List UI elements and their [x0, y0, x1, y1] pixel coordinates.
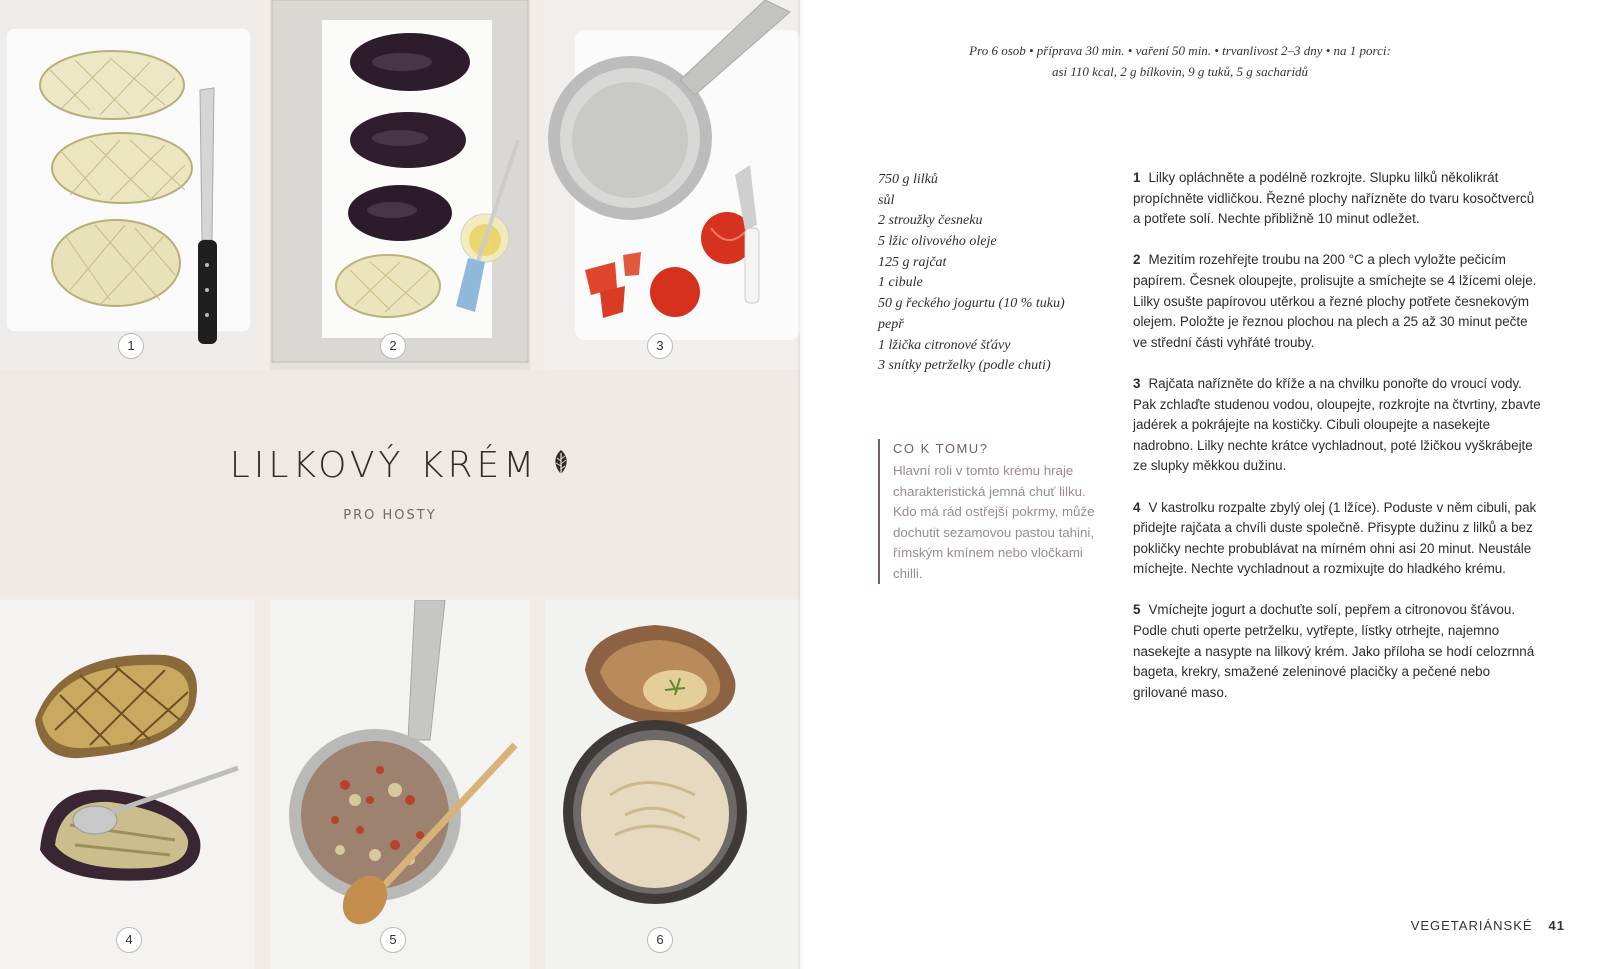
method-step-number: 3 [1133, 375, 1141, 391]
recipe-title [0, 445, 800, 486]
baked-eggplant-illustration [0, 600, 255, 969]
page-folio [1411, 918, 1565, 933]
step-number-badge: 4 [116, 927, 142, 953]
step-number-badge: 5 [380, 927, 406, 953]
method-step-number: 1 [1133, 170, 1141, 185]
cooking-pot-illustration [270, 600, 530, 969]
saucepan-tomatoes-illustration [545, 0, 800, 370]
page-spine-shadow [798, 0, 804, 969]
finished-dip-illustration [545, 600, 800, 969]
tip-box [878, 439, 1103, 584]
method-step-text: V kastrolku rozpalte zbylý olej (1 lžíce). Poduste v něm cibuli, pak přidejte rajčata a chvíli duste společně. Přisypte dužinu z lilků a bez pokličky nechte probublávat na mírném ohni asi 20 minut. Neustále míchejte. Nechte vychladnout a rozmixujte do hladkého krému. [1133, 499, 1537, 577]
tip-text: Hlavní roli v tomto krému hraje charakteristická jemná chuť lilku. Kdo má rád ostřejší pokrmy, může dochutit sezamovou pastou tahini, římským kmínem nebo vločkami chilli. [893, 463, 1095, 581]
method-step-text: Mezitím rozehřejte troubu na 200 °C a plech vyložte pečicím papírem. Česnek oloupejte, prolisujte a smíchejte se 4 lžícemi oleje. Lilky osušte papírovou utěrkou a řezné plochy potřete česnekovým olejem. Položte je řeznou plochou na plech a 25 až 30 minut pečte ve střední části vyhřáté trouby. [1133, 252, 1537, 350]
method-step-number: 4 [1133, 499, 1141, 515]
page-number: 41 [1548, 918, 1565, 933]
tip-heading: CO K TOMU? [893, 441, 989, 456]
method-step-number: 2 [1133, 252, 1141, 268]
step-photo-6 [545, 600, 800, 969]
ingredient-item: pepř [878, 316, 904, 332]
step-photo-3 [545, 0, 800, 370]
ingredient-item: 50 g řeckého jogurtu (10 % tuku) [878, 296, 1065, 312]
method-step [1133, 600, 1543, 703]
step-photo-4 [0, 600, 255, 969]
ingredient-item: 2 stroužky česneku [878, 213, 983, 229]
ingredients-list [878, 170, 1065, 377]
method-step-text: Vmíchejte jogurt a dochuťte solí, pepřem a citronovou šťávou. Podle chuti operte petrželku, vytřepte, lístky otrhejte, najemno nasekejte a nasypte na lilkový krém. Jako příloha se hodí celozrnná bageta, krekry, smažené zeleninové placičky a pečené nebo grilované maso. [1133, 602, 1535, 700]
method-steps [1133, 168, 1543, 724]
step-number-badge: 1 [118, 333, 144, 359]
step-number-badge: 6 [647, 927, 673, 953]
method-step-text: Lilky opláchněte a podélně rozkrojte. Slupku lilků několikrát propíchněte vidličkou. Řezné plochy nařízněte do tvaru kosočtverců a potřete solí. Nechte přibližně 10 minut odležet. [1133, 170, 1535, 227]
ingredient-item: 3 snítky petrželky (podle chuti) [878, 358, 1051, 374]
ingredient-item: 1 lžička citronové šťávy [878, 337, 1011, 353]
recipe-summary [860, 40, 1500, 82]
method-step [1133, 250, 1543, 353]
method-step [1133, 498, 1543, 580]
method-step-number: 5 [1133, 602, 1141, 618]
summary-line-1: Pro 6 osob • příprava 30 min. • vaření 50 min. • trvanlivost 2–3 dny • na 1 porci: [969, 43, 1391, 58]
method-step [1133, 374, 1543, 477]
step-number-badge: 2 [380, 333, 406, 359]
step-photo-1 [0, 0, 255, 370]
ingredient-item: 750 g lilků [878, 172, 938, 187]
step-number-badge: 3 [647, 333, 673, 359]
section-name: VEGETARIÁNSKÉ [1410, 918, 1533, 933]
step-photo-2 [270, 0, 530, 370]
summary-line-2: asi 110 kcal, 2 g bílkovin, 9 g tuků, 5 g sacharidů [1051, 64, 1309, 79]
recipe-subtitle: PRO HOSTY [343, 508, 437, 523]
ingredient-item: 5 lžic olivového oleje [878, 234, 997, 250]
baking-tray-illustration [270, 0, 530, 370]
step-photo-5 [270, 600, 530, 969]
ingredient-item: 125 g rajčat [878, 254, 947, 270]
method-step [1133, 168, 1543, 230]
ingredient-item: sůl [878, 192, 895, 208]
method-step-text: Rajčata nařízněte do kříže a na chvilku ponořte do vroucí vody. Pak zchlaďte studenou vodou, oloupejte, rozkrojte na čtvrtiny, zbavte jadérek a pokrájejte na kostičky. Cibuli oloupejte a nasekejte nadrobno. Lilky nechte krátce vychladnout, poté lžičkou vyškrábejte ze slupky měkkou dužinu. [1133, 375, 1541, 474]
leaf-icon [552, 449, 570, 477]
recipe-title-text: LILKOVÝ KRÉM [229, 445, 539, 486]
ingredient-item: 1 cibule [878, 275, 923, 291]
eggplant-halves-illustration [0, 0, 255, 370]
